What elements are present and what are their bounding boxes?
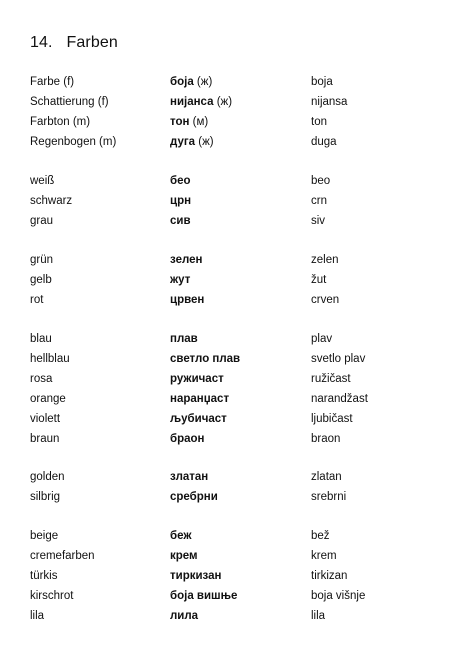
serbian-latin-word: crn bbox=[311, 195, 327, 207]
german-word: lila bbox=[30, 610, 45, 622]
cyrillic-term: жут bbox=[170, 274, 191, 286]
vocab-row bbox=[0, 191, 474, 211]
serbian-latin-word: beo bbox=[311, 175, 331, 187]
cyrillic-term: зелен bbox=[170, 254, 203, 266]
gender-marker: (ж) bbox=[198, 136, 214, 148]
serbian-cyrillic-word bbox=[170, 270, 190, 290]
cyrillic-term: љубичаст bbox=[170, 413, 227, 425]
vocab-group bbox=[0, 250, 474, 310]
cyrillic-term: златан bbox=[170, 471, 209, 483]
serbian-cyrillic-word bbox=[170, 329, 198, 349]
serbian-latin-word: boja višnje bbox=[311, 590, 366, 602]
page-title bbox=[30, 34, 118, 52]
german-word: hellblau bbox=[30, 353, 70, 365]
serbian-cyrillic-word bbox=[170, 72, 212, 92]
serbian-latin-word: ružičast bbox=[311, 373, 351, 385]
vocab-row bbox=[0, 72, 474, 92]
german-word: grau bbox=[30, 215, 54, 227]
serbian-latin-word: siv bbox=[311, 215, 326, 227]
german-word: gelb bbox=[30, 274, 52, 286]
serbian-latin-word: boja bbox=[311, 76, 333, 88]
serbian-cyrillic-word bbox=[170, 606, 198, 626]
serbian-cyrillic-word bbox=[170, 250, 202, 270]
german-word: golden bbox=[30, 471, 65, 483]
vocab-row bbox=[0, 487, 474, 507]
vocab-row bbox=[0, 389, 474, 409]
german-word: Schattierung (f) bbox=[30, 96, 109, 108]
serbian-cyrillic-word bbox=[170, 211, 191, 231]
serbian-latin-word: narandžast bbox=[311, 393, 368, 405]
serbian-cyrillic-word bbox=[170, 526, 192, 546]
section-number: 14. bbox=[30, 34, 53, 51]
german-word: blau bbox=[30, 333, 52, 345]
cyrillic-term: крем bbox=[170, 550, 198, 562]
vocab-row bbox=[0, 211, 474, 231]
cyrillic-term: црн bbox=[170, 195, 192, 207]
serbian-latin-word: bež bbox=[311, 530, 330, 542]
german-word: weiß bbox=[30, 175, 55, 187]
vocab-row bbox=[0, 369, 474, 389]
vocab-group bbox=[0, 467, 474, 507]
serbian-cyrillic-word bbox=[170, 487, 218, 507]
vocab-row bbox=[0, 250, 474, 270]
serbian-cyrillic-word bbox=[170, 132, 214, 152]
serbian-cyrillic-word bbox=[170, 191, 191, 211]
vocab-row bbox=[0, 429, 474, 449]
cyrillic-term: бео bbox=[170, 175, 191, 187]
serbian-cyrillic-word bbox=[170, 349, 240, 369]
cyrillic-term: тиркизан bbox=[170, 570, 222, 582]
serbian-latin-word: zlatan bbox=[311, 471, 342, 483]
serbian-latin-word: crven bbox=[311, 294, 340, 306]
cyrillic-term: плав bbox=[170, 333, 198, 345]
cyrillic-term: светло плав bbox=[170, 353, 241, 365]
section-title: Farben bbox=[66, 34, 118, 51]
german-word: silbrig bbox=[30, 491, 61, 503]
serbian-latin-word: krem bbox=[311, 550, 337, 562]
serbian-latin-word: žut bbox=[311, 274, 327, 286]
cyrillic-term: дуга bbox=[170, 136, 196, 148]
serbian-cyrillic-word bbox=[170, 546, 198, 566]
german-word: Farbton (m) bbox=[30, 116, 91, 128]
serbian-cyrillic-word bbox=[170, 290, 204, 310]
serbian-latin-word: lila bbox=[311, 610, 326, 622]
cyrillic-term: тон bbox=[170, 116, 190, 128]
serbian-cyrillic-word bbox=[170, 92, 232, 112]
serbian-cyrillic-word bbox=[170, 409, 227, 429]
german-word: violett bbox=[30, 413, 61, 425]
serbian-cyrillic-word bbox=[170, 566, 221, 586]
serbian-cyrillic-word bbox=[170, 467, 208, 487]
german-word: schwarz bbox=[30, 195, 73, 207]
cyrillic-term: беж bbox=[170, 530, 192, 542]
german-word: beige bbox=[30, 530, 59, 542]
vocab-group bbox=[0, 171, 474, 231]
gender-marker: (ж) bbox=[196, 76, 213, 88]
serbian-cyrillic-word bbox=[170, 112, 208, 132]
german-word: Regenbogen (m) bbox=[30, 136, 117, 148]
cyrillic-term: црвен bbox=[170, 294, 205, 306]
vocab-row bbox=[0, 349, 474, 369]
serbian-latin-word: duga bbox=[311, 136, 337, 148]
cyrillic-term: сребрни bbox=[170, 491, 218, 503]
cyrillic-term: сив bbox=[170, 215, 191, 227]
cyrillic-term: нијанса bbox=[170, 96, 214, 108]
german-word: türkis bbox=[30, 570, 58, 582]
serbian-latin-word: svetlo plav bbox=[311, 353, 366, 365]
vocab-row bbox=[0, 132, 474, 152]
vocab-row bbox=[0, 270, 474, 290]
vocab-group bbox=[0, 329, 474, 449]
vocab-row bbox=[0, 566, 474, 586]
vocab-row bbox=[0, 112, 474, 132]
cyrillic-term: лила bbox=[170, 610, 199, 622]
cyrillic-term: боја bbox=[170, 76, 194, 88]
cyrillic-term: боја вишње bbox=[170, 590, 238, 602]
vocab-row bbox=[0, 586, 474, 606]
vocab-group bbox=[0, 526, 474, 626]
serbian-latin-word: zelen bbox=[311, 254, 339, 266]
serbian-cyrillic-word bbox=[170, 389, 229, 409]
serbian-latin-word: srebrni bbox=[311, 491, 347, 503]
vocab-row bbox=[0, 606, 474, 626]
vocab-row bbox=[0, 329, 474, 349]
serbian-latin-word: braon bbox=[311, 433, 341, 445]
cyrillic-term: браон bbox=[170, 433, 205, 445]
serbian-cyrillic-word bbox=[170, 171, 191, 191]
german-word: cremefarben bbox=[30, 550, 95, 562]
serbian-cyrillic-word bbox=[170, 429, 205, 449]
gender-marker: (м) bbox=[192, 116, 209, 128]
serbian-latin-word: plav bbox=[311, 333, 333, 345]
gender-marker: (ж) bbox=[216, 96, 233, 108]
german-word: kirschrot bbox=[30, 590, 74, 602]
vocab-row bbox=[0, 546, 474, 566]
serbian-latin-word: ton bbox=[311, 116, 327, 128]
vocab-group bbox=[0, 72, 474, 152]
vocab-row bbox=[0, 171, 474, 191]
german-word: Farbe (f) bbox=[30, 76, 75, 88]
serbian-cyrillic-word bbox=[170, 586, 237, 606]
german-word: rosa bbox=[30, 373, 53, 385]
serbian-latin-word: ljubičast bbox=[311, 413, 353, 425]
german-word: orange bbox=[30, 393, 66, 405]
serbian-cyrillic-word bbox=[170, 369, 224, 389]
vocab-row bbox=[0, 409, 474, 429]
cyrillic-term: наранџаст bbox=[170, 393, 230, 405]
vocab-row bbox=[0, 526, 474, 546]
german-word: rot bbox=[30, 294, 44, 306]
serbian-latin-word: tirkizan bbox=[311, 570, 348, 582]
cyrillic-term: ружичаст bbox=[170, 373, 224, 385]
vocab-row bbox=[0, 92, 474, 112]
german-word: grün bbox=[30, 254, 54, 266]
vocab-row bbox=[0, 290, 474, 310]
german-word: braun bbox=[30, 433, 60, 445]
serbian-latin-word: nijansa bbox=[311, 96, 348, 108]
vocab-row bbox=[0, 467, 474, 487]
